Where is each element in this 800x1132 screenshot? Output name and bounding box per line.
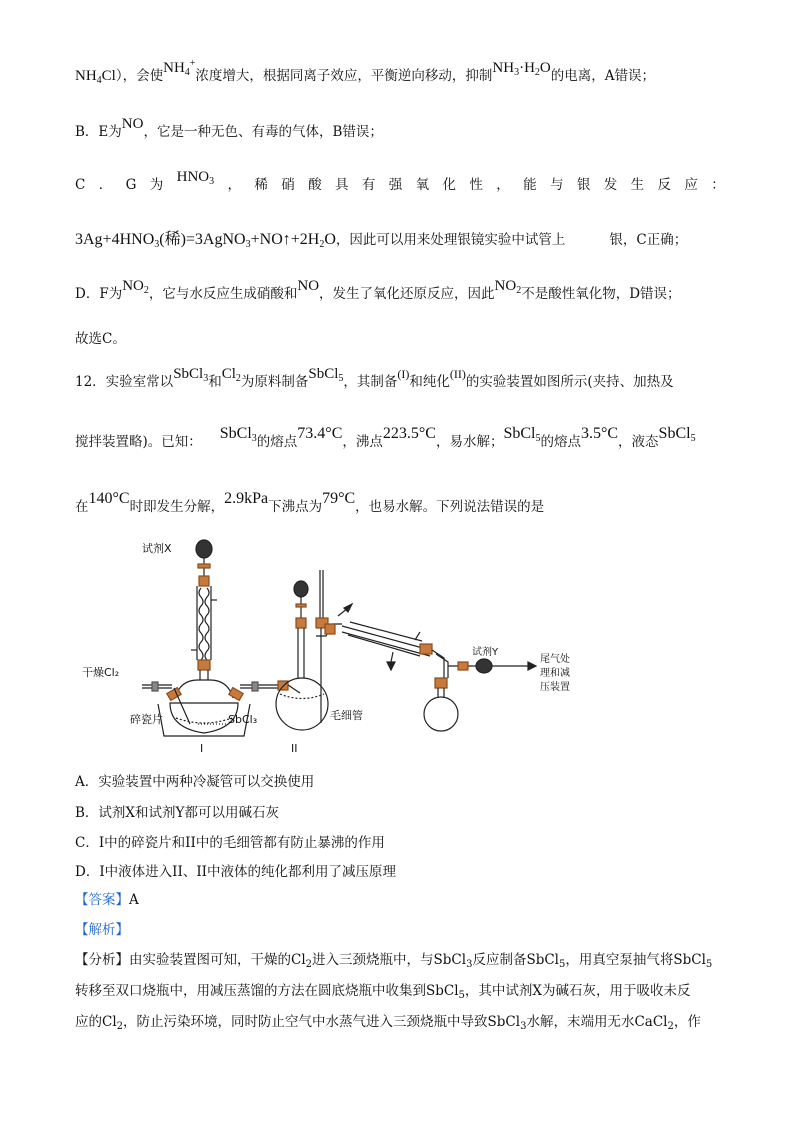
formula-no: NO [121,116,144,132]
formula-nh4cl: $NH_4Cl$ [75,68,116,86]
label-tail1: 尾气处 [540,654,570,665]
label-apparatus-ii: II [291,742,298,755]
value-mp-sbcl5: 3.5°C [580,425,619,442]
formula-sbcl5-b: SbCl$_5$ [503,425,541,444]
option-a: A．实验装置中两种冷凝管可以交换使用 [75,774,315,790]
value-bp-sbcl3: 223.5°C [382,425,436,442]
analysis-p3: 应的$Cl_2$，防止污染环境，同时防止空气中水蒸气进入三颈烧瓶中导致SbCl$_3$水解，末端用无水CaCl$_2$，作 [75,1014,701,1032]
value-bp-sbcl5: 79°C [322,490,356,507]
option-c: C．I中的碎瓷片和II中的毛细管都有防止暴沸的作用 [75,835,385,851]
formula-hno3: $HNO_3$ [176,169,215,187]
value-decomp-temp: 140°C [88,490,130,507]
label-tail3: 压装置 [540,682,570,693]
option-b: B．试剂X和试剂Y都可以用碱石灰 [75,805,279,821]
question-12-line3: 在140°C时即发生分解，2.9kPa下沸点为79°C，也易水解。下列说法错误的是 [75,490,545,515]
line-nh4cl: $NH_4Cl$），会使$NH_4^+$浓度增大，根据同离子效应，平衡逆向移动，抑制$NH_3\cdot H_2O$的电离，A错误； [75,58,656,86]
answer-value: A [129,892,139,908]
answer-label: 【答案】 [75,892,129,908]
label-chips: 碎瓷片 [130,713,163,726]
dropping-funnel-x [196,540,212,558]
formula-sbcl3: SbCl$_3$ [173,366,209,384]
question-12-line1: 12．实验室常以SbCl$_3$和$Cl_2$为原料制备SbCl$_5$，其制备(I)和纯化(II)的实验装置如图所示(夹持、加热及 [75,366,674,390]
formula-nh3h2o: $NH_3\cdot H_2O$ [492,60,551,78]
value-mp-sbcl3: 73.4°C [297,425,343,442]
line-option-b-explain: B．E为NO，它是一种无色、有毒的气体，B错误； [75,116,383,140]
label-i: (I) [397,367,410,381]
question-12-line2: 搅拌装置略)。已知： SbCl$_3$的熔点73.4°C，沸点223.5°C，易水解；SbCl$_5$的熔点3.5°C，液态SbCl$_5$ [75,425,696,450]
label-reagent-y: 试剂Y [472,647,499,658]
formula-no-2: NO [297,278,320,294]
line-silver-equation: $3Ag+4HNO_3$(稀)$=3AgNO_3+NO↑+2H_2O$，因此可以用来处理银镜实验中试管上 银，C正确； [75,231,688,250]
label-dry-cl2: 干燥Cl₂ [82,666,120,679]
equation-silver-nitric: $3Ag+4HNO_3$(稀)$=3AgNO_3+NO↑+2H_2O$ [75,231,336,250]
analysis-p1: 【分析】由实验装置图可知，干燥的$Cl_2$进入三颈烧瓶中，与SbCl$_3$反应制备SbCl$_5$，用真空泵抽气将SbCl$_5$ [75,952,713,970]
label-sbcl3: SbCl₃ [228,713,258,726]
line-option-d-explain: D．F为$NO_2$，它与水反应生成硝酸和NO，发生了氧化还原反应，因此$NO_2$不是酸性氧化物，D错误； [75,278,681,302]
apparatus-diagram [80,528,620,760]
value-pressure: 2.9kPa [224,490,269,507]
label-apparatus-i: I [200,742,204,755]
option-d: D．I中液体进入II、II中液体的纯化都利用了减压原理 [75,864,396,880]
formula-sbcl5: SbCl$_5$ [308,366,344,384]
formula-sbcl3-b: SbCl$_3$ [219,425,257,444]
label-capillary: 毛细管 [330,709,363,722]
formula-nh4-ion: $NH_4^+$ [163,58,196,78]
formula-no2-b: $NO_2$ [494,278,522,296]
formula-sbcl5-c: SbCl$_5$ [658,425,696,444]
conclusion-line: 故选C。 [75,331,126,347]
analysis-label: 【解析】 [75,922,129,938]
answer-line [75,890,139,910]
formula-cl2: $Cl_2$ [221,366,241,384]
formula-no2: $NO_2$ [122,278,149,296]
label-tail2: 理和减 [540,668,570,679]
label-ii: (II) [449,367,466,381]
line-option-c-explain: C ． G 为 $HNO_3$ ， 稀 硝 酸 具 有 强 氧 化 性 ， 能 与 银 发 生 反 应 ： [75,169,725,193]
analysis-p2: 转移至双口烧瓶中，用减压蒸馏的方法在圆底烧瓶中收集到SbCl$_5$，其中试剂X为碱石灰，用于吸收未反 [75,983,691,1001]
label-reagent-x: 试剂X [142,542,172,555]
